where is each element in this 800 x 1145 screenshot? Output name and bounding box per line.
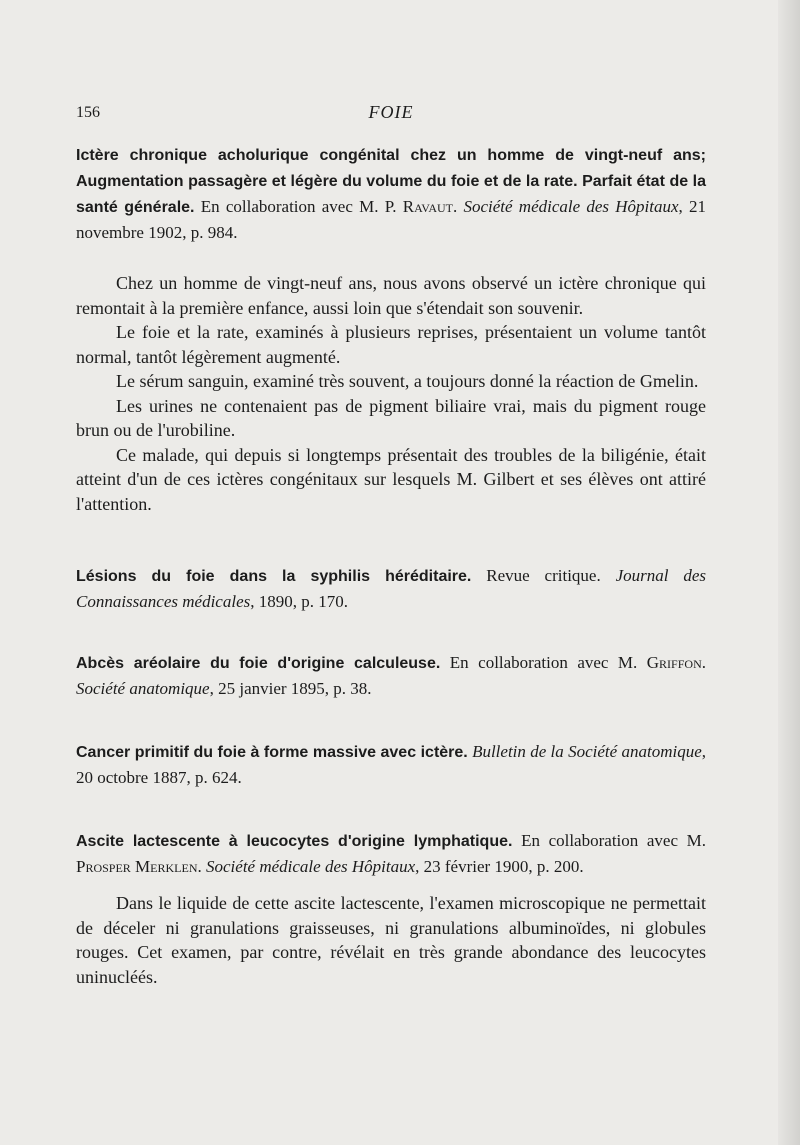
entry-title: Ascite lactescente à leucocytes d'origine lymphatique.: [76, 833, 513, 850]
entry-citation: , 21 novembre 1902, p. 984.: [76, 197, 707, 242]
entry-title: Ictère chronique acholurique congénital chez un homme de vingt-neuf ans; Augmentation passagère et légère du volume du foie et de la rate. Parfait état de la santé générale.: [76, 147, 706, 216]
bibliography-entry: [76, 650, 706, 701]
entry-journal: Bulletin de la Société anatomique: [472, 742, 702, 761]
entry-citation: , 23 février 1900, p. 200.: [415, 857, 584, 876]
running-title: FOIE: [368, 102, 414, 122]
entry-note: En collaboration avec M.: [440, 653, 647, 672]
entry-journal: Journal des Connaissances médicales: [76, 566, 707, 611]
entry-journal: Société médicale des Hôpitaux: [206, 857, 416, 876]
entry-coauthor: Griffon: [646, 653, 702, 672]
bibliography-entry: [76, 739, 706, 790]
entry-citation: , 25 janvier 1895, p. 38.: [209, 679, 372, 698]
entry-citation: , 1890, p. 170.: [250, 592, 348, 611]
entry-title: Lésions du foie dans la syphilis héréditaire.: [76, 568, 472, 585]
page-edge-shadow: [778, 0, 800, 1145]
entry-title: Abcès aréolaire du foie d'origine calculeuse.: [76, 655, 441, 672]
body-paragraph: Le foie et la rate, examinés à plusieurs reprises, présentaient un volume tantôt normal, tantôt légèrement augmenté.: [76, 322, 706, 367]
bibliography-entry: [76, 142, 706, 245]
body-paragraph: Le sérum sanguin, examiné très souvent, a toujours donné la réaction de Gmelin.: [116, 371, 699, 391]
entry-separator: .: [197, 857, 206, 876]
bibliography-entry: [76, 563, 706, 614]
entry-citation: , 20 octobre 1887, p. 624.: [76, 742, 706, 787]
body-paragraph: Chez un homme de vingt-neuf ans, nous avons observé un ictère chronique qui remontait à la première enfance, aussi loin que s'étendait son souvenir.: [76, 273, 706, 318]
entry-separator: .: [701, 653, 706, 672]
page-header: [76, 100, 706, 128]
page-number: 156: [76, 104, 100, 121]
body-paragraph: Ce malade, qui depuis si longtemps présentait des troubles de la biligénie, était atteint d'un de ces ictères congénitaux sur lesquels M. Gilbert et ses élèves ont attiré l'attention.: [76, 444, 706, 514]
entry-note: Revue critique.: [471, 566, 616, 585]
entry-separator: .: [453, 197, 464, 216]
bibliography-entry: [76, 828, 706, 879]
entry-title: Cancer primitif du foie à forme massive avec ictère.: [76, 744, 468, 761]
entry-note: En collaboration avec M.: [512, 831, 706, 850]
entry-coauthor: Prosper Merklen: [76, 857, 198, 876]
entry-journal: Société médicale des Hôpitaux: [463, 197, 679, 216]
entry-journal: Société anatomique: [76, 679, 210, 698]
entry-coauthor: Ravaut: [402, 197, 453, 216]
entry-note: En collaboration avec M. P.: [194, 197, 403, 216]
body-paragraph: Dans le liquide de cette ascite lactescente, l'examen microscopique ne permettait de déceler ni granulations graisseuses, ni granulations albuminoïdes, ni globules rouges. Cet examen, par contre, révélait en très grande abondance des leucocytes uninucléés.: [76, 893, 706, 987]
body-paragraph: Les urines ne contenaient pas de pigment biliaire vrai, mais du pigment rouge brun ou de l'urobiline.: [76, 395, 706, 440]
page-content: [76, 142, 706, 989]
